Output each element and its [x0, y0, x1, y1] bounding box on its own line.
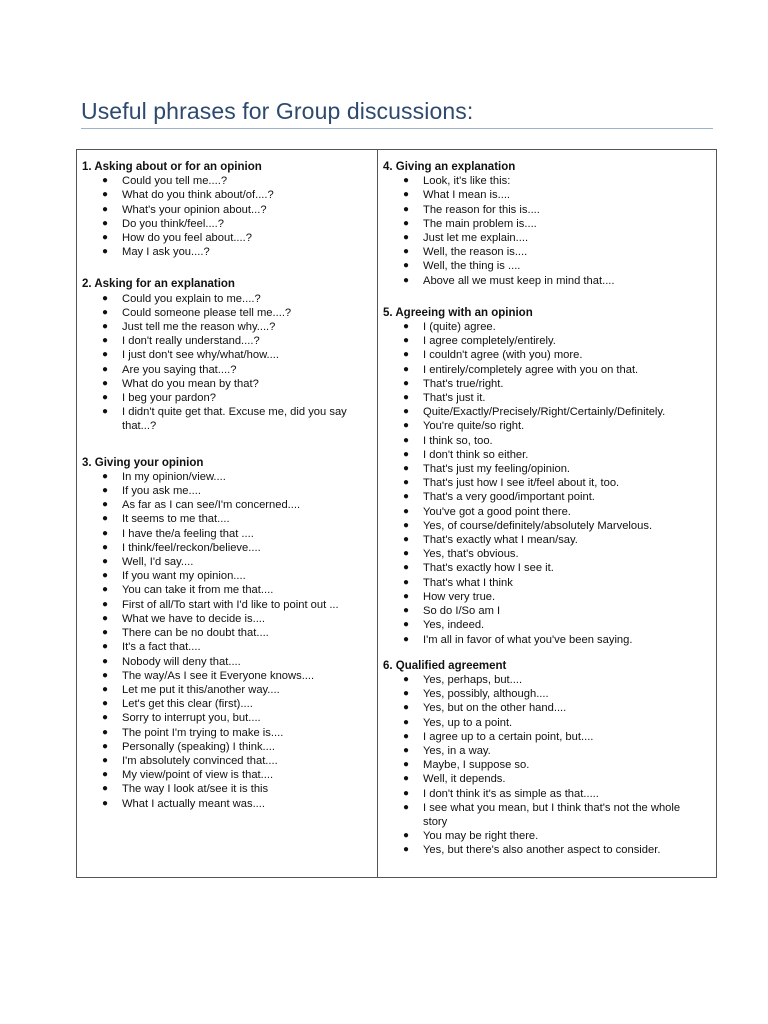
- list-item: [82, 541, 372, 555]
- phrase-text: I'm all in favor of what you've been saying.: [423, 633, 633, 646]
- phrase-text: I (quite) agree.: [423, 321, 496, 334]
- phrase-text: Yes, indeed.: [423, 619, 485, 632]
- bullet-icon: ●: [403, 759, 410, 771]
- phrase-text: The reason for this is....: [423, 203, 540, 216]
- bullet-icon: ●: [102, 556, 109, 568]
- bullet-icon: ●: [102, 570, 109, 582]
- phrase-text: How very true.: [423, 590, 496, 603]
- bullet-icon: ●: [102, 377, 109, 389]
- bullet-icon: ●: [403, 688, 410, 700]
- list-item: [82, 363, 372, 377]
- bullet-icon: ●: [102, 641, 109, 653]
- bullet-icon: ●: [403, 217, 410, 229]
- list-item: [82, 640, 372, 654]
- phrase-text: That's just my feeling/opinion.: [423, 463, 571, 476]
- list-item: [383, 673, 703, 687]
- phrase-text: That's what I think: [423, 576, 513, 589]
- list-item: [82, 697, 372, 711]
- list-item: [383, 419, 703, 433]
- phrase-text: I have the/a feeling that ....: [122, 527, 254, 540]
- bullet-icon: ●: [102, 797, 109, 809]
- phrase-text: Nobody will deny that....: [122, 655, 241, 668]
- bullet-icon: ●: [403, 519, 410, 531]
- bullet-icon: ●: [403, 787, 410, 799]
- list-item: [383, 633, 703, 647]
- phrase-text: That's exactly what I mean/say.: [423, 534, 578, 547]
- list-item: [383, 259, 703, 273]
- list-item: [383, 405, 703, 419]
- bullet-icon: ●: [403, 605, 410, 617]
- list-item: [82, 306, 372, 320]
- phrase-text: You're quite/so right.: [423, 420, 525, 433]
- list-item: [82, 245, 372, 259]
- list-item: [383, 772, 703, 786]
- list-item: [383, 519, 703, 533]
- list-item: [383, 533, 703, 547]
- bullet-icon: ●: [403, 844, 410, 856]
- list-item: [82, 217, 372, 231]
- list-item: [82, 405, 372, 433]
- phrase-text: Yes, possibly, although....: [423, 688, 549, 701]
- bullet-icon: ●: [403, 773, 410, 785]
- bullet-icon: ●: [102, 246, 109, 258]
- list-item: [383, 547, 703, 561]
- bullet-icon: ●: [102, 363, 109, 375]
- list-item: [82, 655, 372, 669]
- phrase-text: Are you saying that....?: [122, 363, 237, 376]
- phrase-text: I entirely/completely agree with you on that.: [423, 363, 639, 376]
- phrase-text: Well, it depends.: [423, 773, 506, 786]
- list-item: [82, 512, 372, 526]
- list-item: [383, 363, 703, 377]
- bullet-icon: ●: [403, 363, 410, 375]
- list-item: [383, 476, 703, 490]
- phrase-text: May I ask you....?: [122, 246, 210, 259]
- phrase-list: [383, 174, 703, 288]
- list-item: [82, 768, 372, 782]
- bullet-icon: ●: [403, 392, 410, 404]
- list-item: [82, 320, 372, 334]
- bullet-icon: ●: [102, 783, 109, 795]
- phrase-text: Could you tell me....?: [122, 175, 228, 188]
- phrase-text: Look, it's like this:: [423, 175, 511, 188]
- bullet-icon: ●: [102, 726, 109, 738]
- list-item: [383, 618, 703, 632]
- bullet-icon: ●: [403, 576, 410, 588]
- phrase-text: Do you think/feel....?: [122, 217, 224, 230]
- list-item: [383, 787, 703, 801]
- phrase-text: How do you feel about....?: [122, 232, 252, 245]
- list-item: [383, 730, 703, 744]
- list-item: [82, 726, 372, 740]
- phrase-text: Above all we must keep in mind that....: [423, 274, 615, 287]
- phrase-text: Yes, but there's also another aspect to consider.: [423, 844, 661, 857]
- list-item: [383, 687, 703, 701]
- phrase-text: Just tell me the reason why....?: [122, 321, 276, 334]
- list-item: [383, 334, 703, 348]
- phrase-text: It seems to me that....: [122, 513, 230, 526]
- bullet-icon: ●: [102, 499, 109, 511]
- list-item: [383, 505, 703, 519]
- phrase-text: The point I'm trying to make is....: [122, 726, 284, 739]
- phrase-text: Could someone please tell me....?: [122, 306, 292, 319]
- phrase-text: Yes, of course/definitely/absolutely Marvelous.: [423, 519, 653, 532]
- bullet-icon: ●: [102, 392, 109, 404]
- list-item: [82, 188, 372, 202]
- bullet-icon: ●: [403, 548, 410, 560]
- bullet-icon: ●: [102, 321, 109, 333]
- column-divider: [377, 149, 378, 878]
- right-column: [383, 160, 703, 858]
- phrase-list: [82, 174, 372, 259]
- phrase-text: I see what you mean, but I think that's not the whole story: [423, 801, 681, 828]
- list-item: [383, 348, 703, 362]
- phrase-text: What I mean is....: [423, 189, 511, 202]
- bullet-icon: ●: [102, 698, 109, 710]
- bullet-icon: ●: [403, 260, 410, 272]
- list-item: [82, 669, 372, 683]
- list-item: [383, 188, 703, 202]
- list-item: [383, 434, 703, 448]
- phrase-text: I beg your pardon?: [122, 392, 216, 405]
- list-item: [82, 231, 372, 245]
- list-item: [82, 740, 372, 754]
- list-item: [82, 498, 372, 512]
- phrase-text: That's a very good/important point.: [423, 491, 595, 504]
- list-item: [383, 758, 703, 772]
- phrase-text: First of all/To start with I'd like to point out ...: [122, 598, 339, 611]
- section-heading: 5. Agreeing with an opinion: [383, 306, 533, 319]
- phrase-text: Just let me explain....: [423, 232, 529, 245]
- bullet-icon: ●: [102, 349, 109, 361]
- list-item: [383, 203, 703, 217]
- phrase-text: That's just it.: [423, 392, 486, 405]
- bullet-icon: ●: [403, 716, 410, 728]
- bullet-icon: ●: [403, 673, 410, 685]
- list-item: [82, 569, 372, 583]
- phrase-text: Yes, perhaps, but....: [423, 673, 523, 686]
- bullet-icon: ●: [403, 801, 410, 813]
- phrase-text: That's true/right.: [423, 377, 504, 390]
- phrase-text: The main problem is....: [423, 217, 537, 230]
- bullet-icon: ●: [102, 712, 109, 724]
- list-item: [82, 484, 372, 498]
- phrase-text: My view/point of view is that....: [122, 769, 274, 782]
- list-item: [383, 604, 703, 618]
- phrase-text: Well, the thing is ....: [423, 260, 521, 273]
- bullet-icon: ●: [403, 830, 410, 842]
- bullet-icon: ●: [102, 627, 109, 639]
- bullet-icon: ●: [403, 232, 410, 244]
- section-asking-opinion: [82, 160, 372, 259]
- list-item: [383, 217, 703, 231]
- phrase-text: That's just how I see it/feel about it, too.: [423, 477, 620, 490]
- bullet-icon: ●: [102, 541, 109, 553]
- list-item: [383, 174, 703, 188]
- phrase-text: You may be right there.: [423, 830, 539, 843]
- phrase-text: Yes, in a way.: [423, 744, 491, 757]
- list-item: [383, 576, 703, 590]
- phrase-text: I couldn't agree (with you) more.: [423, 349, 583, 362]
- section-asking-explanation: [82, 277, 372, 433]
- bullet-icon: ●: [102, 683, 109, 695]
- list-item: [82, 527, 372, 541]
- list-item: [82, 797, 372, 811]
- phrase-text: You can take it from me that....: [122, 584, 274, 597]
- bullet-icon: ●: [102, 598, 109, 610]
- section-giving-explanation: [383, 160, 703, 288]
- bullet-icon: ●: [102, 292, 109, 304]
- bullet-icon: ●: [403, 434, 410, 446]
- phrase-text: What do you think about/of....?: [122, 189, 274, 202]
- list-item: [383, 377, 703, 391]
- bullet-icon: ●: [403, 730, 410, 742]
- section-heading: 3. Giving your opinion: [82, 456, 204, 469]
- phrase-text: I agree completely/entirely.: [423, 335, 556, 348]
- phrase-text: What we have to decide is....: [122, 612, 266, 625]
- list-item: [383, 590, 703, 604]
- bullet-icon: ●: [403, 335, 410, 347]
- list-item: [383, 320, 703, 334]
- phrase-text: Yes, up to a point.: [423, 716, 513, 729]
- list-item: [82, 583, 372, 597]
- bullet-icon: ●: [102, 527, 109, 539]
- bullet-icon: ●: [403, 189, 410, 201]
- list-item: [383, 462, 703, 476]
- bullet-icon: ●: [403, 175, 410, 187]
- left-column: [82, 160, 372, 811]
- list-item: [82, 470, 372, 484]
- list-item: [82, 683, 372, 697]
- phrase-list: [82, 470, 372, 811]
- list-item: [383, 231, 703, 245]
- phrase-text: If you ask me....: [122, 485, 201, 498]
- list-item: [82, 391, 372, 405]
- phrase-text: It's a fact that....: [122, 641, 201, 654]
- phrase-text: I think so, too.: [423, 434, 493, 447]
- bullet-icon: ●: [102, 175, 109, 187]
- list-item: [383, 274, 703, 288]
- list-item: [383, 701, 703, 715]
- bullet-icon: ●: [403, 246, 410, 258]
- list-item: [82, 626, 372, 640]
- phrase-text: Well, I'd say....: [122, 556, 194, 569]
- section-giving-opinion: [82, 456, 372, 811]
- bullet-icon: ●: [102, 740, 109, 752]
- list-item: [82, 348, 372, 362]
- phrase-text: Let me put it this/another way....: [122, 683, 280, 696]
- list-item: [383, 716, 703, 730]
- bullet-icon: ●: [403, 321, 410, 333]
- page-title: Useful phrases for Group discussions:: [81, 98, 474, 124]
- bullet-icon: ●: [403, 633, 410, 645]
- list-item: [383, 801, 703, 829]
- phrase-list: [383, 320, 703, 647]
- list-item: [383, 843, 703, 857]
- phrase-text: There can be no doubt that....: [122, 627, 269, 640]
- section-heading: 4. Giving an explanation: [383, 161, 516, 173]
- bullet-icon: ●: [403, 406, 410, 418]
- list-item: [383, 490, 703, 504]
- phrase-text: That's exactly how I see it.: [423, 562, 554, 575]
- list-item: [383, 744, 703, 758]
- phrase-text: I just don't see why/what/how....: [122, 349, 279, 362]
- section-agreeing: [383, 306, 703, 647]
- list-item: [383, 448, 703, 462]
- phrase-text: In my opinion/view....: [122, 470, 226, 483]
- section-heading: 1. Asking about or for an opinion: [82, 161, 262, 173]
- phrase-text: The way/As I see it Everyone knows....: [122, 669, 315, 682]
- list-item: [82, 782, 372, 796]
- bullet-icon: ●: [102, 203, 109, 215]
- bullet-icon: ●: [403, 420, 410, 432]
- phrase-text: You've got a good point there.: [423, 505, 571, 518]
- phrase-text: What I actually meant was....: [122, 797, 266, 810]
- bullet-icon: ●: [403, 274, 410, 286]
- phrase-text: The way I look at/see it is this: [122, 783, 269, 796]
- bullet-icon: ●: [102, 189, 109, 201]
- bullet-icon: ●: [403, 619, 410, 631]
- phrase-text: Well, the reason is....: [423, 246, 528, 259]
- list-item: [82, 377, 372, 391]
- phrase-text: I don't really understand....?: [122, 335, 260, 348]
- bullet-icon: ●: [102, 485, 109, 497]
- bullet-icon: ●: [102, 470, 109, 482]
- list-item: [383, 561, 703, 575]
- list-item: [82, 292, 372, 306]
- bullet-icon: ●: [102, 754, 109, 766]
- phrase-text: Personally (speaking) I think....: [122, 740, 275, 753]
- bullet-icon: ●: [102, 584, 109, 596]
- bullet-icon: ●: [403, 505, 410, 517]
- phrase-text: I don't think it's as simple as that.....: [423, 787, 599, 800]
- phrase-text: I think/feel/reckon/believe....: [122, 541, 261, 554]
- bullet-icon: ●: [102, 612, 109, 624]
- list-item: [82, 754, 372, 768]
- phrase-text: I'm absolutely convinced that....: [122, 754, 278, 767]
- phrase-text: As far as I can see/I'm concerned....: [122, 499, 301, 512]
- bullet-icon: ●: [102, 335, 109, 347]
- bullet-icon: ●: [102, 406, 109, 418]
- phrase-text: Sorry to interrupt you, but....: [122, 712, 261, 725]
- bullet-icon: ●: [403, 534, 410, 546]
- bullet-icon: ●: [102, 513, 109, 525]
- bullet-icon: ●: [403, 203, 410, 215]
- bullet-icon: ●: [403, 477, 410, 489]
- list-item: [82, 612, 372, 626]
- bullet-icon: ●: [102, 769, 109, 781]
- phrase-text: Quite/Exactly/Precisely/Right/Certainly/Definitely.: [423, 406, 666, 419]
- phrase-text: Maybe, I suppose so.: [423, 759, 530, 772]
- list-item: [82, 203, 372, 217]
- bullet-icon: ●: [102, 669, 109, 681]
- phrase-text: What do you mean by that?: [122, 377, 259, 390]
- section-heading: 2. Asking for an explanation: [82, 278, 235, 291]
- phrase-text: Could you explain to me....?: [122, 292, 261, 305]
- bullet-icon: ●: [403, 744, 410, 756]
- phrase-text: I didn't quite get that. Excuse me, did you say that...?: [122, 406, 347, 433]
- bullet-icon: ●: [102, 217, 109, 229]
- list-item: [383, 829, 703, 843]
- bullet-icon: ●: [403, 562, 410, 574]
- list-item: [82, 334, 372, 348]
- bullet-icon: ●: [102, 655, 109, 667]
- phrase-text: I don't think so either.: [423, 448, 529, 461]
- title-underline: [81, 128, 713, 129]
- bullet-icon: ●: [403, 448, 410, 460]
- phrase-list: [383, 673, 703, 858]
- bullet-icon: ●: [403, 377, 410, 389]
- section-qualified-agreement: [383, 659, 703, 858]
- phrase-text: What's your opinion about...?: [122, 203, 267, 216]
- bullet-icon: ●: [403, 463, 410, 475]
- phrase-text: Let's get this clear (first)....: [122, 698, 253, 711]
- list-item: [82, 174, 372, 188]
- bullet-icon: ●: [102, 232, 109, 244]
- phrase-text: So do I/So am I: [423, 605, 501, 618]
- bullet-icon: ●: [403, 702, 410, 714]
- phrase-text: Yes, that's obvious.: [423, 548, 519, 561]
- list-item: [383, 391, 703, 405]
- bullet-icon: ●: [102, 306, 109, 318]
- bullet-icon: ●: [403, 491, 410, 503]
- list-item: [383, 245, 703, 259]
- list-item: [82, 598, 372, 612]
- list-item: [82, 711, 372, 725]
- phrase-list: [82, 292, 372, 434]
- bullet-icon: ●: [403, 349, 410, 361]
- bullet-icon: ●: [403, 590, 410, 602]
- section-heading: 6. Qualified agreement: [383, 659, 507, 672]
- phrase-text: If you want my opinion....: [122, 570, 246, 583]
- phrase-text: Yes, but on the other hand....: [423, 702, 567, 715]
- phrase-text: I agree up to a certain point, but....: [423, 730, 594, 743]
- list-item: [82, 555, 372, 569]
